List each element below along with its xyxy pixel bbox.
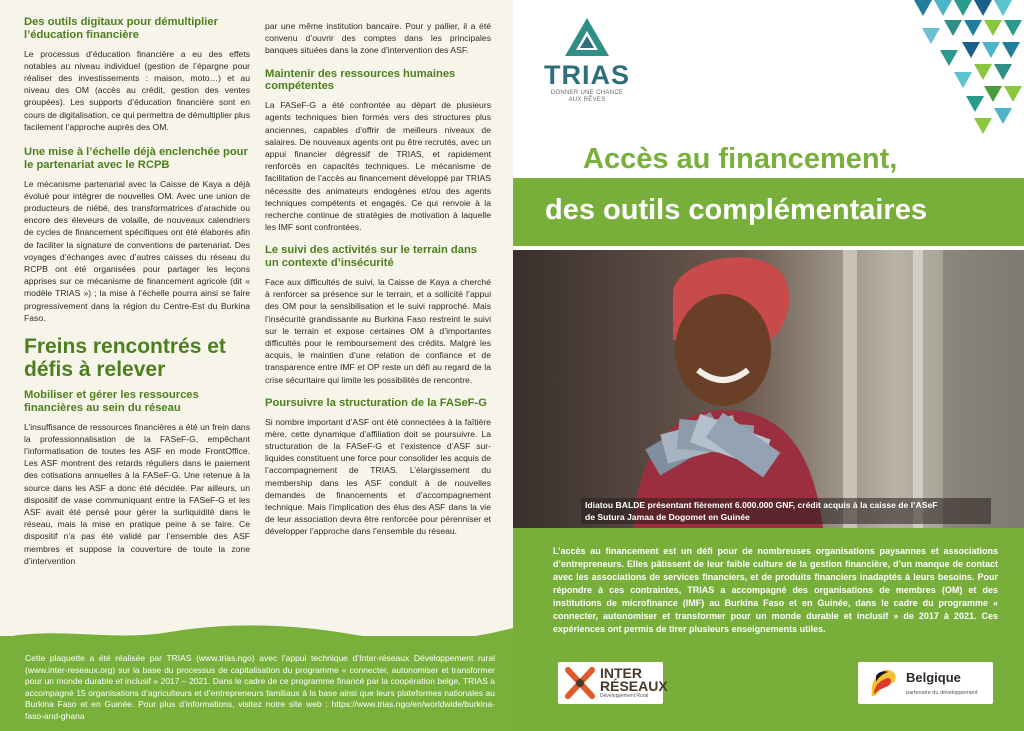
intro-text: L’accès au financement est un défi pour de nombreuses organisations paysannes et associations d’entrepreneurs. Elles pâtissent de leur faible culture de la gestion financière, d’un manque de contact avec les associations de services financiers, et de produits financiers inadaptés à leurs besoins. Pour répondre à ces contraintes, TRIAS a accompagné des organisations de membres (OM) et des institutions de microfinance (IMF) au Burkina Faso et en Guinée, dans le cadre du programme « connecter, autonomiser et transformer pour un monde durable et inclusif » de 2017 à 2021. Ces expériences ont permis de tirer plusieurs enseignements utiles. (553, 546, 998, 634)
paragraph: La FASeF-G a été confrontée au départ de plusieurs agents techniques bien formés vers des structures plus anciennes, capables d’offrir de meilleurs niveaux de salaires. De nouveaux agents ont pu être recrutés, avec un appui financier dégressif de TRIAS, et rapidement renforcés en capacités techniques. Le mécanisme de facilitation de l’accès au financement développé par TRIAS nécessite des animateurs endogènes et/ou des agents techniques compétents et engagés. Ce qui renvoie à la recherche continue de stratégies de motivation à laquelle les IMF sont confrontées. (265, 100, 491, 233)
logo-tagline: AUX RÊVES (568, 97, 606, 103)
belgique-icon (866, 666, 900, 700)
photo-caption-line-1: Idiatou BALDE présentant fièrement 6.000.000 GNF, crédit acquis à la caisse de l’ASeF (585, 500, 938, 510)
inter-reseaux-line-1: INTER (600, 665, 642, 681)
section-heading: Mobiliser et gérer les ressources financières au sein du réseau (24, 389, 199, 414)
section-heading: Poursuivre la structuration de la FASeF-G (265, 396, 487, 409)
cover-photo (513, 250, 1024, 528)
inter-reseaux-logo (558, 662, 668, 704)
photo-caption-line-2: de Sutura Jamaa de Dogomet en Guinée (585, 512, 750, 522)
page-title-line-2: des outils complémentaires (545, 194, 927, 226)
right-panel (513, 0, 1024, 731)
inter-reseaux-subtitle: Développement Rural (600, 693, 649, 699)
paragraph: par une même institution bancaire. Pour y pallier, il a été convenu d’ouvrir des comptes dans les principales banques situées dans la zone d’intervention des ASF. (265, 21, 491, 56)
paragraph: Le mécanisme partenarial avec la Caisse de Kaya a déjà évolué pour intégrer de nouvelles OM. Avec une union de producteurs de niébé, des transformatrices d’arachide ou encore des éleveurs de volaille, de nouveaux calendriers de cycles de financement spécifiques ont été élaborés afin de faciliter la signature de conventions de partenariat. Des voyages d’échanges avec d’autres caisses du réseau du RCPB ont été organisées pour partager les leçons apprises sur ce mécanisme de financement agricole (dit « modèle TRIAS ») ; la mise à l’échelle pourra ainsi se faire progressivement dans la région du Centre-Est du Burkina Faso. (24, 178, 250, 323)
paragraph: Le processus d’éducation financière a eu des effets notables au niveau individuel (gestion de l’épargne pour réaliser des investissements : maison, moto…) et au niveau des OM (accès au crédit, gestion des ventes groupées). Les supports d’éducation financière sont en cours de digitalisation, ce qui permettra de démultiplier plus facilement l’approche auprès des OM. (24, 48, 250, 132)
logo-tagline: DONNER UNE CHANCE (550, 90, 624, 96)
paragraph: L’insuffisance de ressources financières a été un frein dans la professionnalisation de la FASeF-G, empêchant l’informatisation de toutes les ASF en mode FrontOffice. Les ASF montrent des retards réguliers dans le paiement des cotisations annuelles à la FASeF-G. Une retenue à la source dans les ASF a donc été décidée. Par ailleurs, un dispositif de vase communiquant entre la FASeF-G et les ASF avait été pensé pour gérer la surliquidité dans le réseau, mais la mise en pratique peine à se faire. Ce dispositif n’a pas été validé par l’ensemble des ASF membres et suppose la couverture de toute la zone d’intervention (24, 421, 250, 566)
footer-text: Cette plaquette a été réalisée par TRIAS (www.trias.ngo) avec l’appui technique d’Inter-réseaux Développement rural (www.inter-reseaux.org) sur la base du processus de capitalisation du programme « connecter, autonomiser et transformer pour un monde durable et inclusif » 2017 – 2021. Dans le cadre de ce programme financé par la coopération belge, TRIAS a accompagné 15 organisations d’agriculteurs et d’entrepreneurs familiaux à la base ainsi que leurs plateformes nationales au Burkina Faso et en Guinée. Pour plus d’informations, visitez notre site web : https://www.trias.ngo/en/worldwide/burkina-faso-and-ghana (25, 653, 495, 721)
section-heading: Une mise à l’échelle déjà enclenchée pour le partenariat avec le RCPB (24, 146, 248, 171)
belgique-name: Belgique (906, 670, 961, 685)
trias-logo-icon (565, 18, 609, 56)
page-title-line-1: Accès au financement, (583, 143, 898, 175)
logo-wordmark: TRIAS (544, 60, 630, 90)
inter-reseaux-icon (560, 662, 600, 704)
paragraph: Face aux difficultés de suivi, la Caisse de Kaya a cherché à renforcer sa présence sur le terrain, et a sollicité l’appui des OM pour la sensibilisation et le suivi rapproché. Mais l’insécurité grandissante au Burkina Faso restreint le suivi sur le terrain et expose certaines OM à d’importantes difficultés pour le remboursement des crédits. Malgré les acquis, le maintien d’une relation de confiance et de transparence entre IMF et OP reste un défi au regard de la crise sécuritaire qui limite les possibilités de rencontre. (265, 277, 491, 385)
column-2 (265, 20, 491, 551)
belgique-subtitle: partenaire du développement (906, 690, 978, 696)
paragraph: Si nombre important d’ASF ont été connectées à la faîtière mère, cette dynamique d’affiliation doit se poursuivre. La structuration de la FASeF-G et l’existence d’ASF sur-liquides constituent une force pour consolider les acquis de l’accompagnement de TRIAS. L’élargissement du membership dans les ASF conduit à de nouvelles demandes de financements et d’accompagnement technique. Mais l’implication des élus des ASF dans la vie de leur association devra être renforcée pour pérenniser et développer l’approche dans l’ensemble du réseau. (265, 416, 491, 537)
section-heading: Maintenir des ressources humaines compétentes (265, 67, 456, 93)
section-heading: Le suivi des activités sur le terrain dans un contexte d’insécurité (265, 244, 478, 270)
belgique-logo (858, 662, 993, 704)
column-1 (24, 16, 250, 580)
inter-reseaux-name (600, 667, 668, 693)
photo-caption (581, 498, 991, 524)
inter-reseaux-line-2: RÉSEAUX (600, 678, 668, 694)
major-heading: Freins rencontrés et défis à relever (24, 335, 226, 382)
section-heading: Des outils digitaux pour démultiplier l’éducation financière (24, 16, 218, 41)
trias-logo (537, 18, 637, 104)
